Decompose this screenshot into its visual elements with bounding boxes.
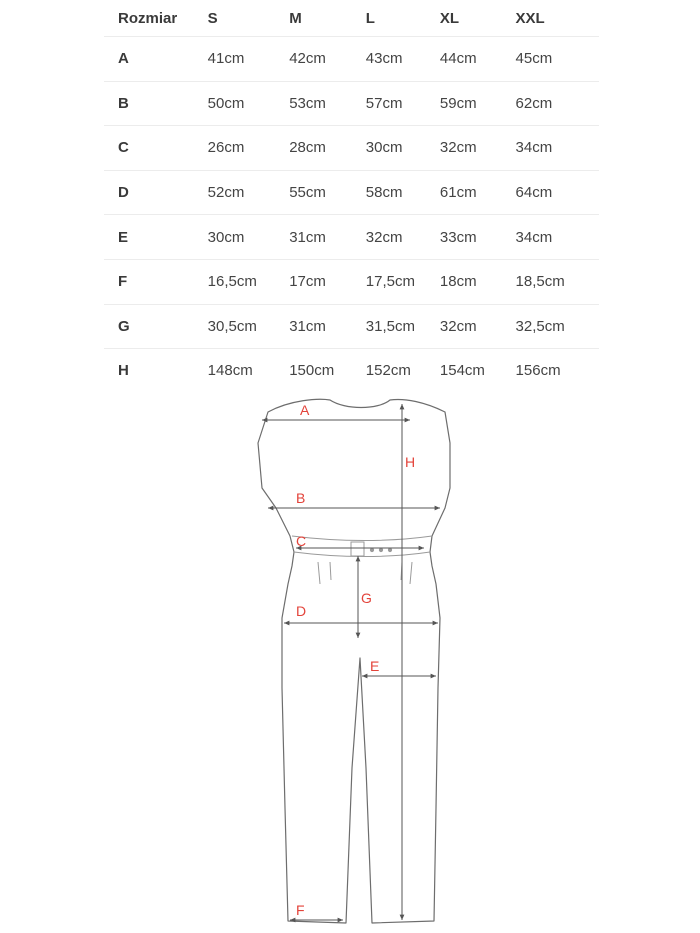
header-rozmiar: Rozmiar — [104, 0, 208, 37]
table-cell: 32cm — [366, 215, 440, 260]
table-cell: 62cm — [516, 81, 599, 126]
row-key: B — [104, 81, 208, 126]
table-cell: 32cm — [440, 304, 516, 349]
table-cell: 17,5cm — [366, 259, 440, 304]
header-size-xxl: XXL — [516, 0, 599, 37]
table-cell: 30cm — [208, 215, 290, 260]
table-row — [104, 304, 599, 349]
table-cell: 154cm — [439, 362, 485, 380]
label-h: H — [405, 454, 416, 470]
label-e: E — [370, 658, 380, 674]
label-f: F — [296, 902, 305, 918]
table-cell: 33cm — [440, 215, 516, 260]
table-cell: 41cm — [208, 37, 290, 82]
table-row — [104, 81, 599, 126]
table-cell: 61cm — [440, 170, 516, 215]
table-row — [104, 259, 599, 304]
table-cell: 32,5cm — [516, 304, 599, 349]
measurement-labels — [296, 402, 415, 918]
size-chart-table — [104, 0, 599, 393]
table-cell: 148cm — [207, 362, 253, 380]
table-cell: 31cm — [289, 215, 366, 260]
table-cell: 32cm — [440, 126, 516, 171]
table-cell: 53cm — [289, 81, 366, 126]
table-cell: 52cm — [208, 170, 290, 215]
jumpsuit-outline — [258, 399, 450, 923]
pant-pleats — [318, 562, 412, 584]
table-header-row — [104, 0, 599, 37]
label-a: A — [300, 402, 310, 418]
table-cell: 57cm — [366, 81, 440, 126]
row-key: F — [104, 259, 208, 304]
header-size-l: L — [366, 0, 440, 37]
table-cell: 34cm — [516, 126, 599, 171]
table-cell: 30cm — [366, 126, 440, 171]
table-row — [104, 37, 599, 82]
row-key: D — [104, 170, 208, 215]
table-row — [104, 126, 599, 171]
header-size-m: M — [289, 0, 366, 37]
table-cell: 18cm — [440, 259, 516, 304]
measurement-lines — [262, 404, 440, 920]
table-cell: 43cm — [366, 37, 440, 82]
table-cell: 16,5cm — [208, 259, 290, 304]
label-d: D — [296, 603, 307, 619]
table-cell: 17cm — [289, 259, 366, 304]
table-row — [104, 170, 599, 215]
table-cell: 58cm — [366, 170, 440, 215]
table-cell: 45cm — [516, 37, 599, 82]
waist-belt — [292, 536, 432, 557]
header-size-s: S — [208, 0, 290, 37]
table-cell: 26cm — [208, 126, 290, 171]
header-size-xl: XL — [440, 0, 516, 37]
table-cell: 31,5cm — [366, 304, 440, 349]
table-cell: 44cm — [440, 37, 516, 82]
table-row — [104, 349, 599, 393]
label-g: G — [361, 590, 372, 606]
table-cell: 150cm — [289, 362, 335, 380]
label-c: C — [296, 533, 307, 549]
row-key: A — [104, 37, 208, 82]
row-key: E — [104, 215, 208, 260]
row-key: H — [118, 362, 129, 380]
table-cell: 156cm — [515, 362, 561, 380]
table-cell: 64cm — [516, 170, 599, 215]
table-cell: 42cm — [289, 37, 366, 82]
table-cell: 152cm — [365, 362, 411, 380]
table-cell: 30,5cm — [208, 304, 290, 349]
table-cell: 18,5cm — [516, 259, 599, 304]
jumpsuit-measurement-diagram — [0, 388, 700, 933]
table-cell: 59cm — [440, 81, 516, 126]
label-b: B — [296, 490, 306, 506]
table-row — [104, 215, 599, 260]
table-cell: 55cm — [289, 170, 366, 215]
table-cell: 31cm — [289, 304, 366, 349]
table-cell: 50cm — [208, 81, 290, 126]
table-cell: 34cm — [516, 215, 599, 260]
table-cell: 28cm — [289, 126, 366, 171]
row-key: G — [104, 304, 208, 349]
row-key: C — [104, 126, 208, 171]
